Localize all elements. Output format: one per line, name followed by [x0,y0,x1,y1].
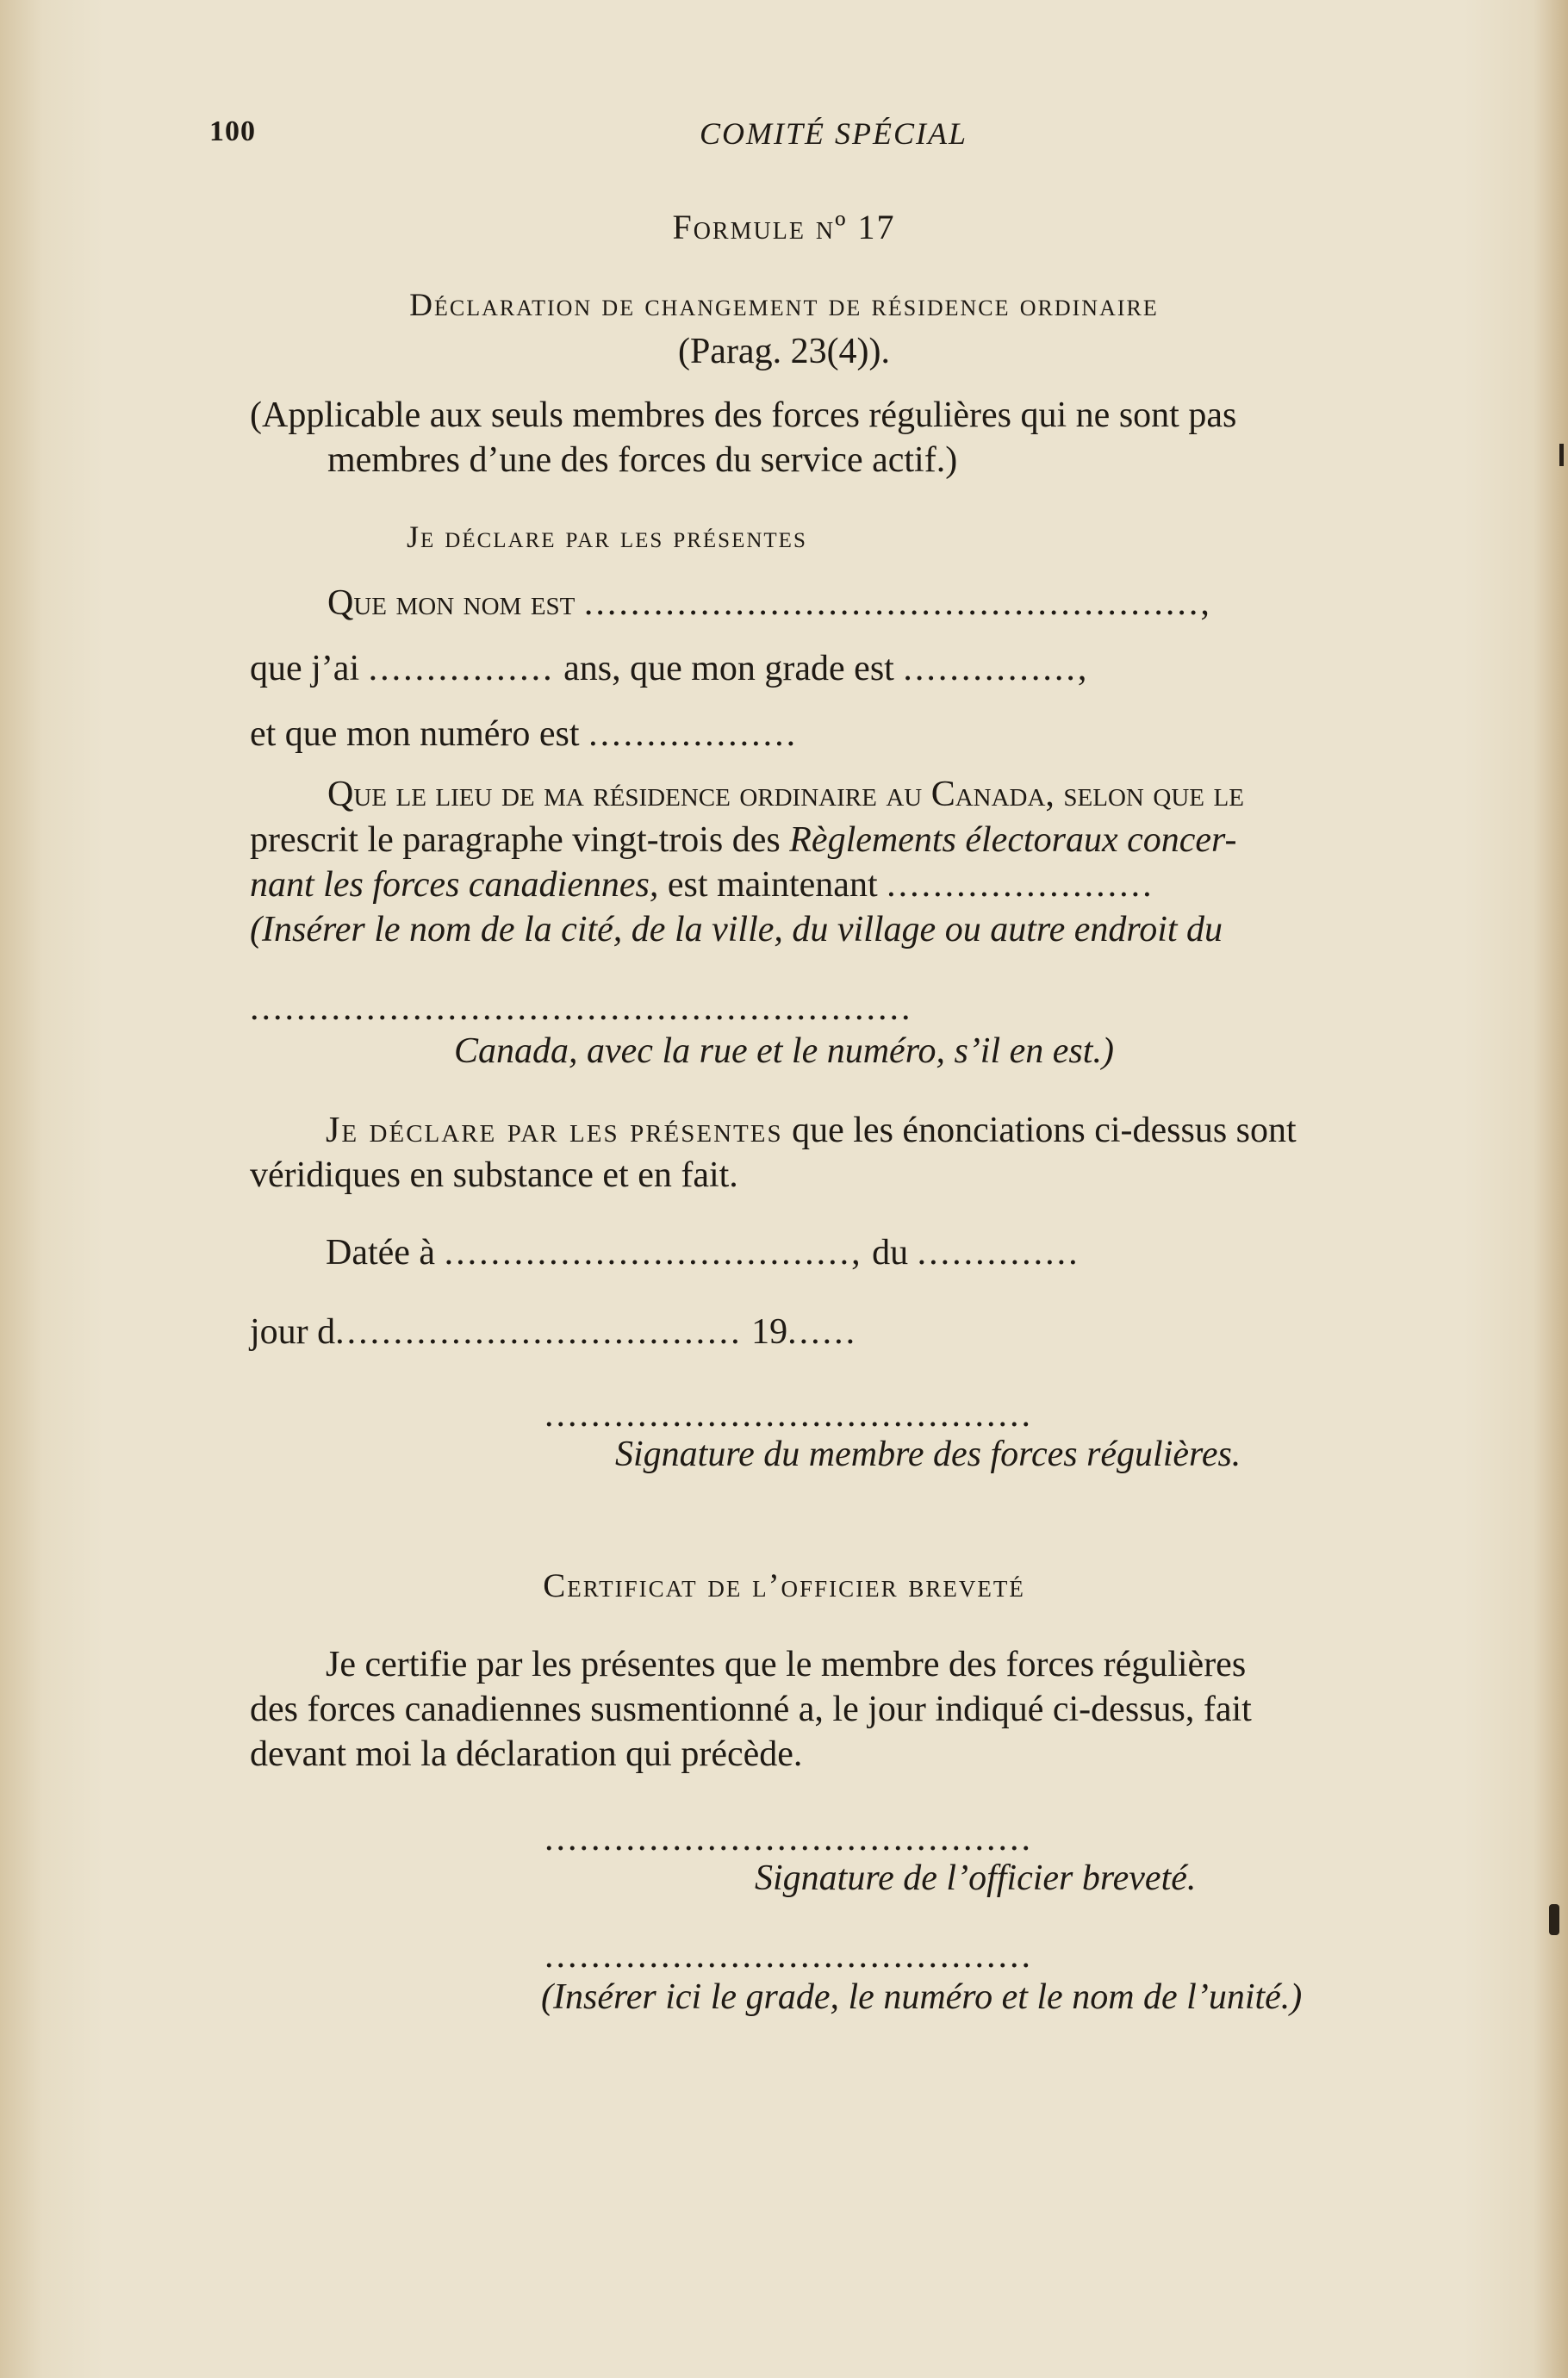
member-signature-dots[interactable]: .......................................... [544,1395,1033,1435]
unit-dots[interactable]: .......................................... [544,1936,1033,1976]
officer-signature-dots[interactable]: .......................................... [544,1819,1033,1858]
grade-label: ans, que mon grade est [563,649,894,688]
certificate-line-3: devant moi la déclaration qui précède. [250,1734,803,1774]
residence-line-1 [327,774,1244,815]
form-reference: (Parag. 23(4)). [677,332,891,371]
residence-line-2 [250,819,1237,861]
edge-mark [1559,444,1564,466]
number-label: et que mon numéro est [250,714,580,754]
number-line [250,713,798,755]
residence-line-3 [250,864,1154,906]
applicability-line-2: membres d’une des forces du service actif.) [327,440,958,480]
affirmation-line-1 [326,1110,1297,1151]
du-label: du [872,1233,909,1273]
residence-text-3: est maintenant [667,865,878,905]
page-number: 100 [209,115,256,147]
member-signature-label: Signature du membre des forces régulières. [615,1435,1241,1474]
dated-place-dots[interactable]: ..................................., [444,1233,863,1273]
residence-reference-3: nant les forces canadiennes, [250,865,659,905]
unit-instruction: (Insérer ici le grade, le numéro et le nom de l’unité.) [541,1977,1303,2017]
age-grade-line [250,648,1089,689]
certificate-line-2: des forces canadiennes susmentionné a, le jour indiqué ci-dessus, fait [250,1690,1252,1729]
residence-text-2: prescrit le paragraphe vingt-trois des [250,820,781,860]
edge-mark [1549,1904,1559,1935]
form-title: Formule nº 17 [672,208,896,246]
day-line [250,1311,857,1353]
running-head: COMITÉ SPÉCIAL [700,116,968,151]
age-label: que j’ai [250,649,360,688]
residence-field-dots[interactable]: ....................... [887,865,1154,905]
name-line [327,582,1212,624]
day-dots[interactable]: ................................... [335,1312,743,1352]
residence-extra-dots[interactable]: ......................................................... [250,988,913,1028]
affirmation-intro: Je déclare par les présentes [326,1111,783,1150]
form-heading: Déclaration de changement de résidence ordinaire [409,288,1159,323]
certificate-line-1: Je certifie par les présentes que le membre des forces régulières [326,1645,1247,1684]
du-dots[interactable]: .............. [917,1233,1080,1273]
declaration-intro: Je déclare par les présentes [407,520,807,554]
certificate-heading: Certificat de l’officier breveté [543,1567,1025,1604]
officer-signature-label: Signature de l’officier breveté. [755,1858,1197,1898]
insert-instruction-1: (Insérer le nom de la cité, de la ville, du village ou autre endroit du [250,910,1223,949]
age-field-dots[interactable]: ................ [368,649,555,688]
affirmation-text-1: que les énonciations ci-dessus sont [792,1111,1297,1150]
insert-instruction-2: Canada, avec la rue et le numéro, s’il en est.) [454,1031,1114,1071]
number-field-dots[interactable]: .................. [588,714,799,754]
grade-field-dots[interactable]: ..............., [903,649,1090,688]
residence-reference-2: Règlements électoraux concer- [789,820,1237,860]
name-field-dots[interactable]: ....................................................., [583,583,1212,623]
day-label: jour d [250,1312,336,1352]
dated-label: Datée à [326,1233,436,1273]
name-label: Que mon nom est [327,583,576,623]
affirmation-line-2: véridiques en substance et en fait. [250,1155,738,1195]
year-dots[interactable]: ...... [787,1312,858,1352]
year-label: 19 [751,1312,788,1352]
residence-text-1: Que le lieu de ma résidence ordinaire au Canada, selon que le [327,775,1244,814]
dated-line [326,1232,1080,1273]
applicability-line-1: (Applicable aux seuls membres des forces régulières qui ne sont pas [250,395,1237,435]
